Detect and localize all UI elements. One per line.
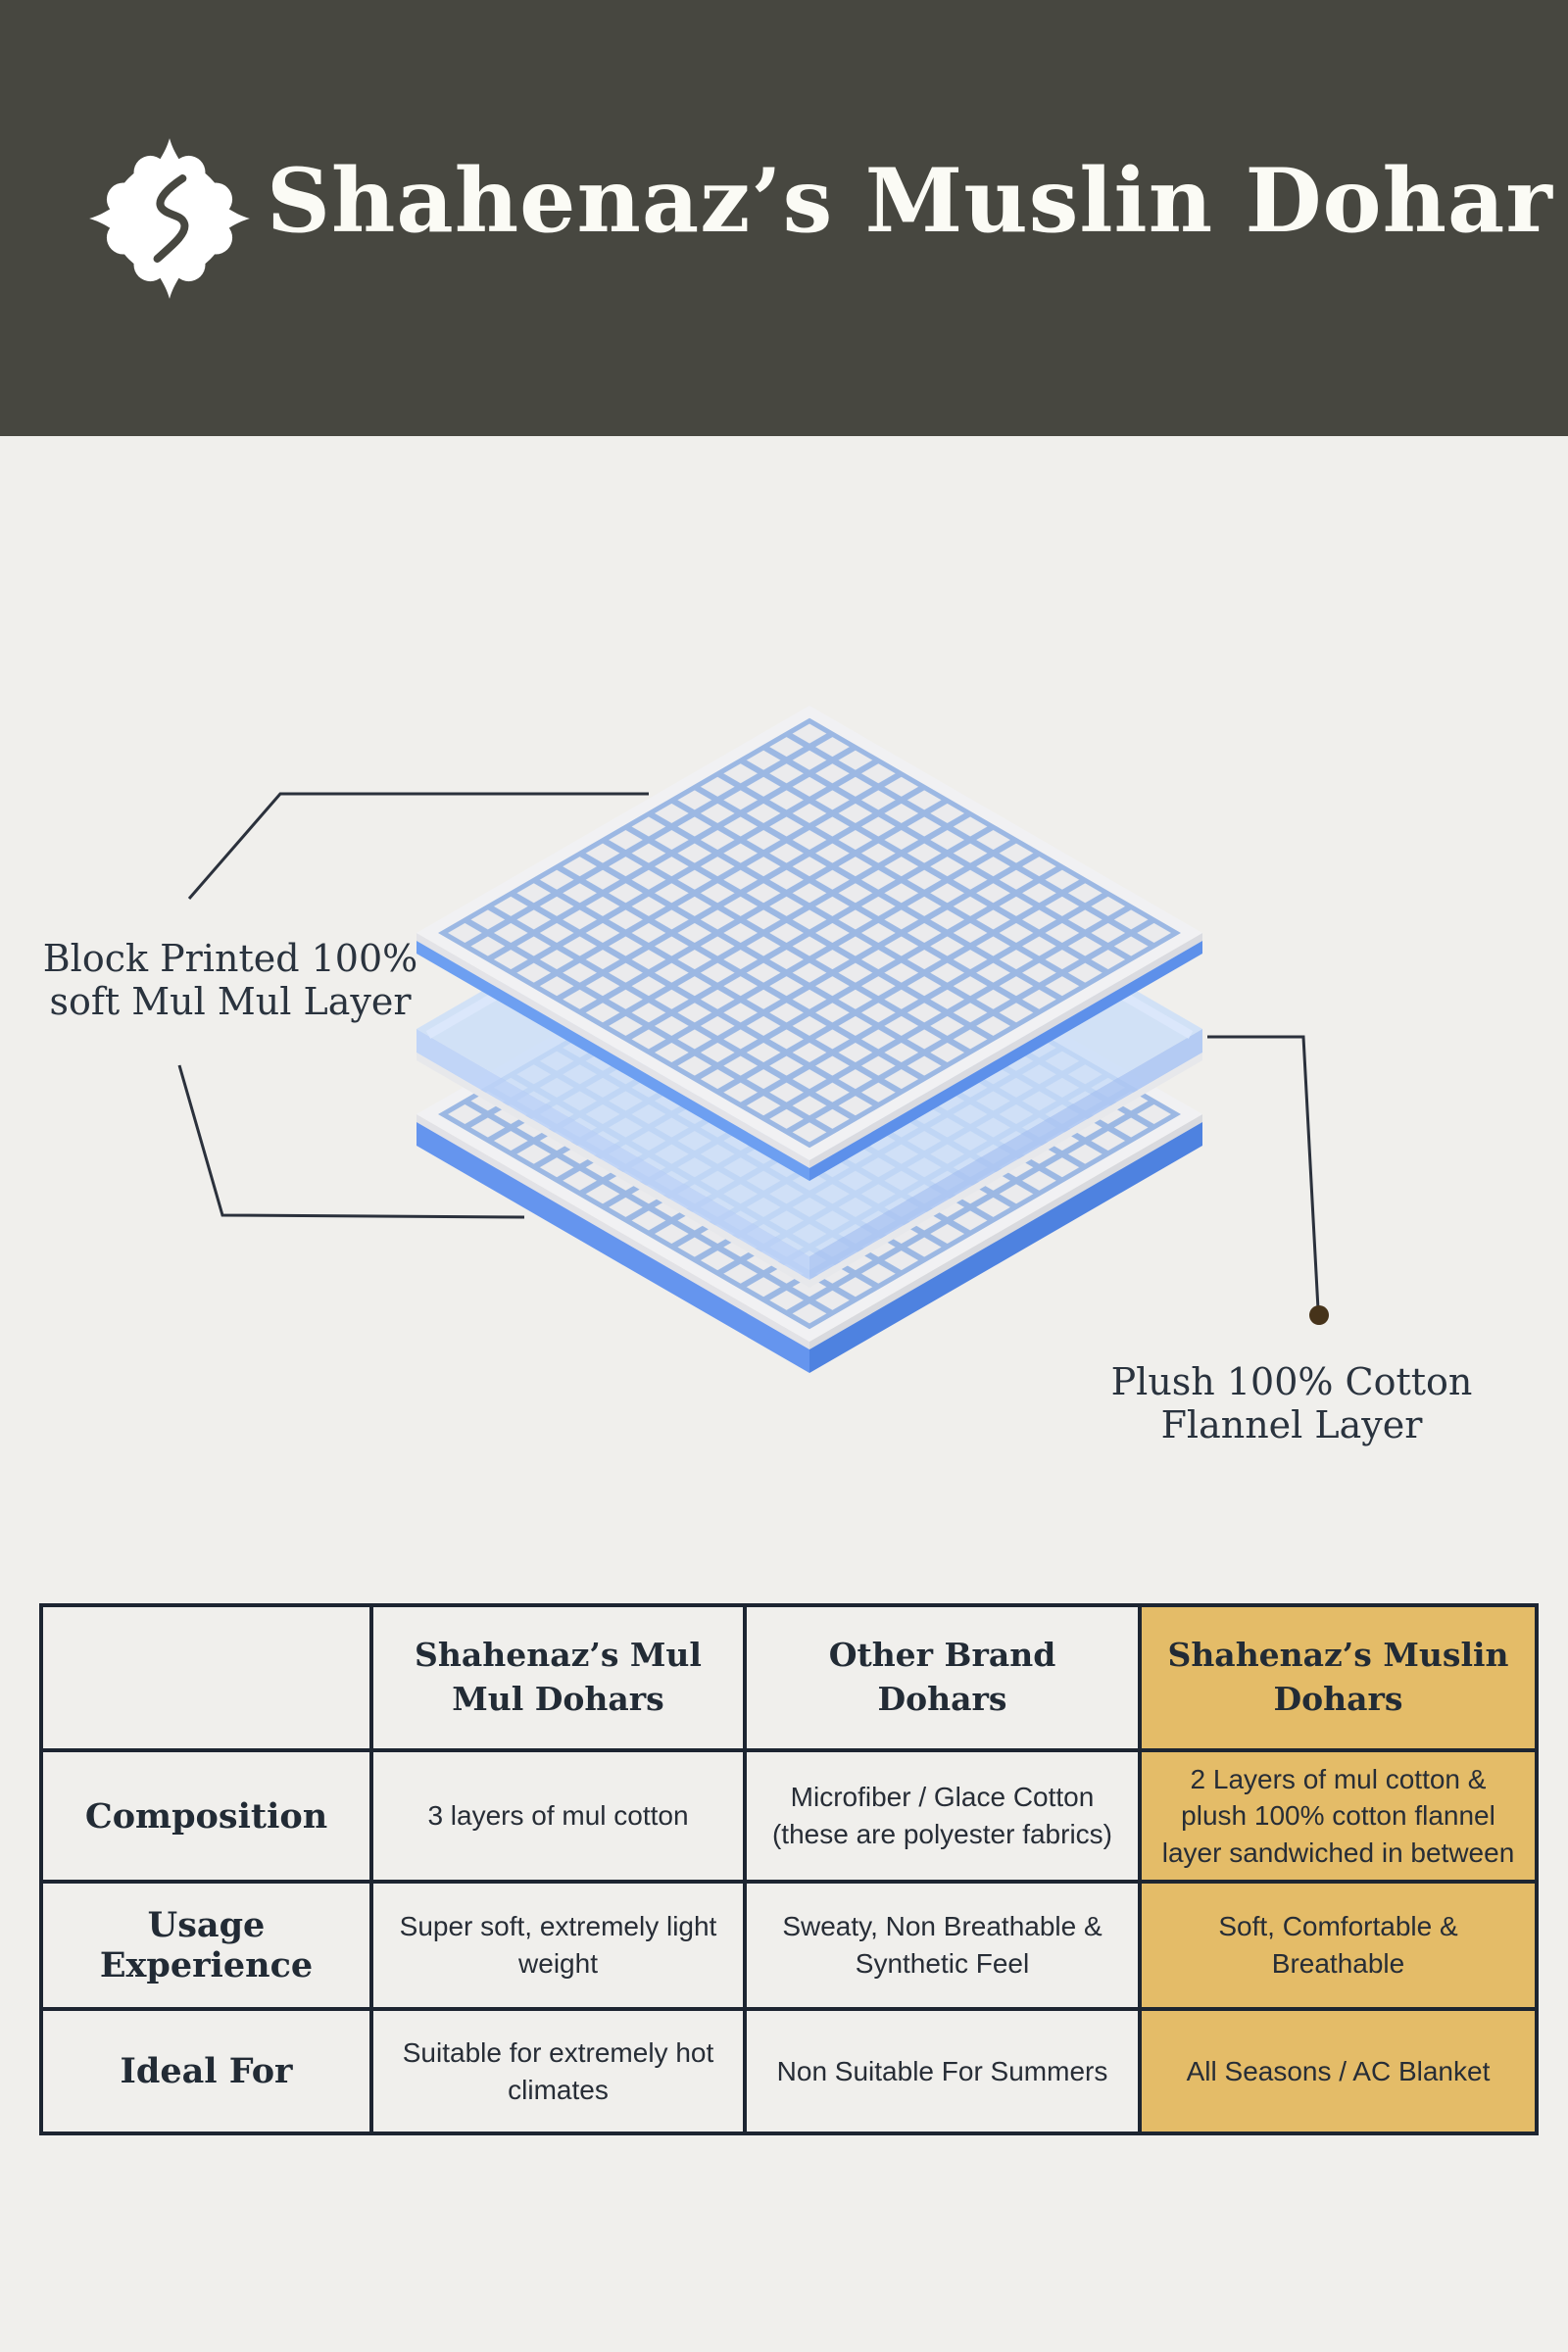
label-mul-mul-layer (15, 937, 446, 1024)
cell-ideal-other: Non Suitable For Summers (745, 2009, 1140, 2133)
row-header-ideal-for: Ideal For (41, 2009, 371, 2133)
cell-usage-muslin: Soft, Comfortable & Breathable (1140, 1882, 1537, 2009)
brand-seal-icon (82, 131, 257, 306)
cell-usage-other: Sweaty, Non Breathable & Synthetic Feel (745, 1882, 1140, 2009)
table-corner-cell (41, 1605, 371, 1750)
header-band (0, 0, 1568, 436)
label-mul-mul-line2: soft Mul Mul Layer (49, 980, 412, 1024)
cell-ideal-mulmul: Suitable for extremely hot climates (371, 2009, 745, 2133)
leader-line-flannel-layer (1207, 1037, 1318, 1309)
comparison-table (39, 1603, 1539, 2135)
col-header-other-brand: Other Brand Dohars (745, 1605, 1140, 1750)
label-flannel-line2: Flannel Layer (1160, 1403, 1423, 1447)
page-title: Shahenaz’s Muslin Dohar (267, 149, 1553, 253)
row-header-usage-experience: Usage Experience (41, 1882, 371, 2009)
label-flannel-line1: Plush 100% Cotton (1110, 1360, 1473, 1403)
cell-composition-mulmul: 3 layers of mul cotton (371, 1750, 745, 1882)
label-mul-mul-line1: Block Printed 100% (42, 937, 418, 980)
cell-usage-mulmul: Super soft, extremely light weight (371, 1882, 745, 2009)
col-header-muslin-dohars: Shahenaz’s Muslin Dohars (1140, 1605, 1537, 1750)
cell-composition-muslin: 2 Layers of mul cotton & plush 100% cotton flannel layer sandwiched in between (1140, 1750, 1537, 1882)
flannel-dot-marker (1309, 1305, 1329, 1325)
cell-composition-other: Microfiber / Glace Cotton (these are polyester fabrics) (745, 1750, 1140, 1882)
cell-ideal-muslin: All Seasons / AC Blanket (1140, 2009, 1537, 2133)
col-header-mulmul-dohars: Shahenaz’s Mul Mul Dohars (371, 1605, 745, 1750)
row-header-composition: Composition (41, 1750, 371, 1882)
comparison-table-wrap (39, 1603, 1535, 2135)
label-flannel-layer (1076, 1360, 1507, 1447)
